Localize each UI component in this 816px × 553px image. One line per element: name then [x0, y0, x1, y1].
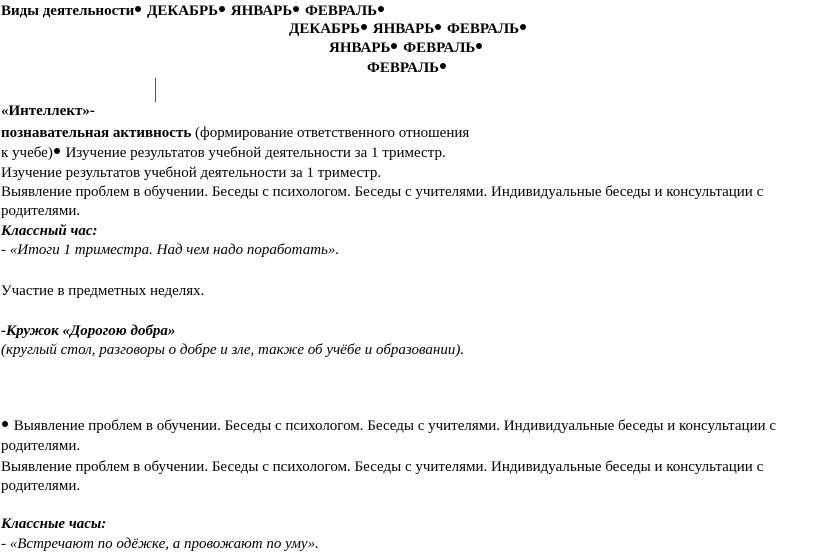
- bullet-icon: [135, 6, 141, 12]
- class-hour-text: - «Итоги 1 триместра. Над чем надо поработать».: [1, 242, 340, 258]
- month-february: ФЕВРАЛЬ: [447, 21, 520, 37]
- activity-bold-text: познавательная активность: [1, 125, 192, 141]
- activity-types-label: Виды деятельности: [1, 3, 135, 19]
- bullet-icon: [54, 148, 60, 154]
- bullet-icon: [440, 63, 446, 69]
- month-december: ДЕКАБРЬ: [289, 21, 361, 37]
- bullet-icon: [293, 6, 299, 12]
- class-hours-text: - «Встречают по одёжке, а провожают по уму».: [1, 536, 319, 552]
- header-row-2: [289, 20, 528, 38]
- activity-line: [1, 124, 469, 142]
- month-february: ФЕВРАЛЬ: [367, 60, 440, 76]
- header-row-4: [367, 59, 448, 77]
- parents-line: родителями.: [1, 203, 81, 219]
- results-line: Изучение результатов учебной деятельности за 1 триместр.: [1, 165, 382, 181]
- problems-bullet-line: [1, 417, 776, 435]
- month-january: ЯНВАРЬ: [372, 21, 435, 37]
- bullet-icon: [476, 43, 482, 49]
- parents-line-3: родителями.: [1, 478, 81, 494]
- problems-line-2: Выявление проблем в обучении. Беседы с психологом. Беседы с учителями. Индивидуальные беседы и консультации с: [1, 459, 764, 475]
- bullet-icon: [391, 43, 397, 49]
- month-january: ЯНВАРЬ: [329, 40, 391, 56]
- month-january: ЯНВАРЬ: [230, 3, 293, 19]
- header-row-3: [329, 39, 484, 57]
- class-hours-title: Классные часы:: [1, 516, 107, 532]
- section-title-intellect: «Интеллект»-: [1, 103, 95, 119]
- month-february: ФЕВРАЛЬ: [305, 3, 378, 19]
- bullet-icon: [361, 24, 367, 30]
- club-text: (круглый стол, разговоры о добре и зле, также об учёбе и образовании).: [1, 342, 465, 358]
- bullet-icon: [2, 421, 8, 427]
- bullet-icon: [219, 6, 225, 12]
- activity-line-2-end: Изучение результатов учебной деятельности за 1 триместр.: [61, 145, 446, 161]
- bullet-icon: [520, 24, 526, 30]
- class-hour-title: Классный час:: [1, 223, 98, 239]
- month-december: ДЕКАБРЬ: [147, 3, 219, 19]
- problems-bullet-text: Выявление проблем в обучении. Беседы с психологом. Беседы с учителями. Индивидуальные беседы и консультации с: [10, 418, 776, 434]
- activity-rest-text: (формирование ответственного отношения: [191, 125, 470, 141]
- problems-line: Выявление проблем в обучении. Беседы с психологом. Беседы с учителями. Индивидуальные беседы и консультации с: [1, 184, 764, 200]
- activity-line-2-start: к учебе): [1, 145, 53, 161]
- bullet-icon: [378, 6, 384, 12]
- parents-line-2: родителями.: [1, 438, 81, 454]
- club-title: -Кружок «Дорогою добра»: [1, 323, 176, 339]
- subject-weeks-line: Участие в предметных неделях.: [1, 283, 205, 299]
- table-divider-line: [155, 78, 156, 102]
- bullet-icon: [435, 24, 441, 30]
- month-february: ФЕВРАЛЬ: [403, 40, 476, 56]
- activity-line-2: [1, 144, 446, 162]
- header-row-1: [1, 2, 386, 20]
